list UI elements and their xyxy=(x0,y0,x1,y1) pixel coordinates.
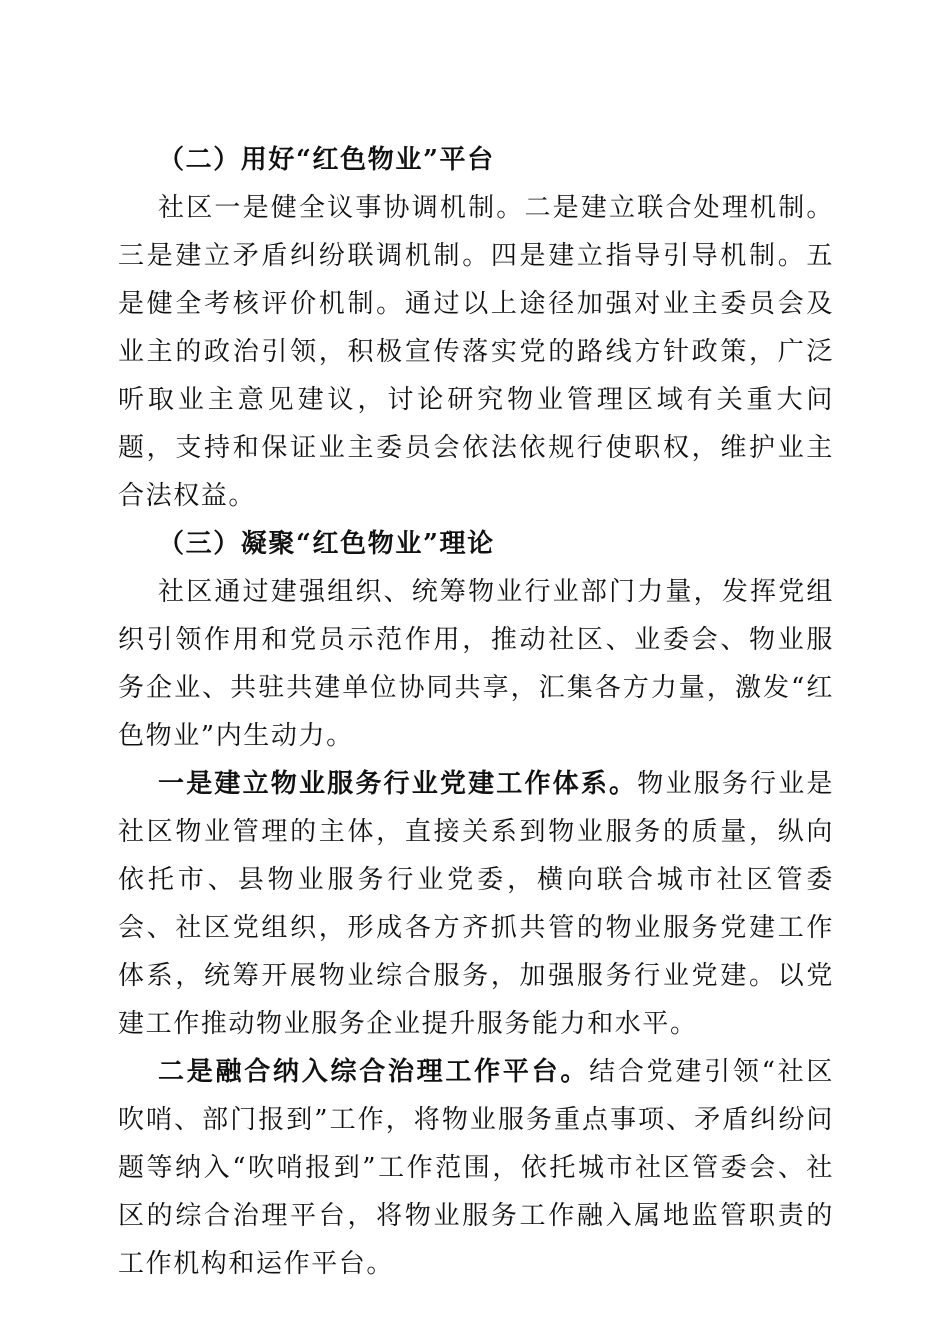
paragraph-lead: 二是融合纳入综合治理工作平台。 xyxy=(158,1057,590,1087)
paragraph-text: 物业服务行业是社区物业管理的主体，直接关系到物业服务的质量，纵向依托市、县物业服务行业党委，横向联合城市社区管委会、社区党组织，形成各方齐抓共管的物业服务党建工作体系，统筹开展物业综合服务，加强服务行业党建。以党建工作推动物业服务企业提升服务能力和水平。 xyxy=(118,769,834,1039)
paragraph-lead: 一是建立物业服务行业党建工作体系。 xyxy=(158,769,638,799)
section-heading-2: （二）用好“红色物业”平台 xyxy=(158,145,495,175)
paragraph-text: 社区一是健全议事协调机制。二是建立联合处理机制。三是建立矛盾纠纷联调机制。四是建立指导引导机制。五是健全考核评价机制。通过以上途径加强对业主委员会及业主的政治引领，积极宣传落实党的路线方针政策，广泛听取业主意见建议，讨论研究物业管理区域有关重大问题，支持和保证业主委员会依法依规行使职权，维护业主合法权益。 xyxy=(118,193,834,511)
section-heading-3: （三）凝聚“红色物业”理论 xyxy=(158,529,495,559)
paragraph-party-building-system xyxy=(118,760,834,1048)
paragraph-organization xyxy=(118,568,834,760)
paragraph-mechanisms xyxy=(118,184,834,520)
document-body xyxy=(118,136,834,1288)
paragraph-text: 结合党建引领“社区吹哨、部门报到”工作，将物业服务重点事项、矛盾纠纷问题等纳入“吹哨报到”工作范围，依托城市社区管委会、社区的综合治理平台，将物业服务工作融入属地监管职责的工作机构和运作平台。 xyxy=(118,1057,834,1279)
paragraph-text: 社区通过建强组织、统筹物业行业部门力量，发挥党组织引领作用和党员示范作用，推动社区、业委会、物业服务企业、共驻共建单位协同共享，汇集各方力量，激发“红色物业”内生动力。 xyxy=(118,577,834,751)
paragraph-governance-platform xyxy=(118,1048,834,1288)
